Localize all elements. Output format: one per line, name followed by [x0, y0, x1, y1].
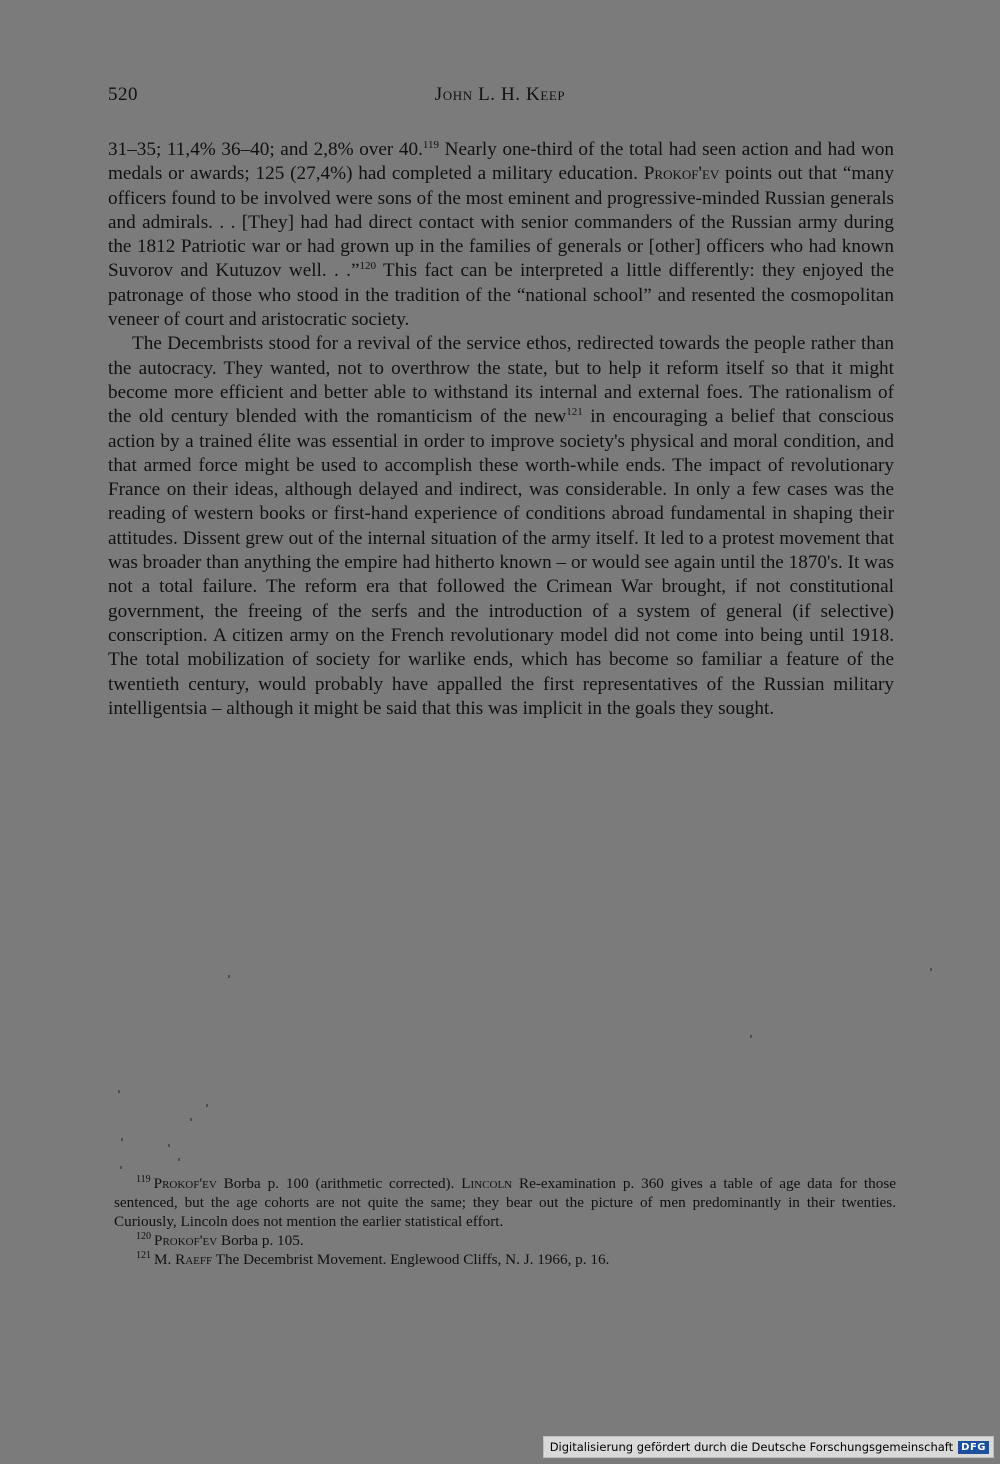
text-run: The Decembrist Movement. Englewood Cliffs, N. J. 1966, p. 16. — [212, 1251, 610, 1268]
footnote-number: 121 — [136, 1250, 151, 1261]
body-text — [108, 138, 894, 721]
text-run: 31–35; 11,4% 36–40; and 2,8% over 40. — [108, 139, 423, 160]
text-run: Borba p. 105. — [217, 1232, 304, 1249]
footnotes — [114, 1174, 896, 1269]
credit-text: Digitalisierung gefördert durch die Deutsche Forschungsgemeinschaft — [549, 1440, 954, 1454]
footnote — [114, 1174, 896, 1231]
text-run: in encouraging a belief that conscious action by a trained élite was essential in order to improve society's physical and moral condition, and that armed force might be used to accomplish these worth-while ends. The impact of revolutionary France on their ideas, although delayed and indirect, was considerable. In only a few cases was the reading of western books or first-hand experience of conditions abroad fundamental in shaping their attitudes. Dissent grew out of the internal situation of the army itself. It led to a protest movement that was broader than anything the empire had hitherto known – or would see again until the 1870's. It was not a total failure. The reform era that followed the Crimean War brought, if not constitutional government, the freeing of the serfs and the introduction of a system of general (if selective) conscription. A citizen army on the French revolutionary model did not come into being until 1918. The total mobilization of society for warlike ends, which has become so familiar a feature of the twentieth century, would probably have appalled the first representatives of the Russian military intelligentsia – although it might be said that this was implicit in the goals they sought. — [108, 406, 894, 719]
text-run: This fact can be interpreted a little differently: they enjoyed the patronage of those who stood in the tradition of the “national school” and resented the cosmopolitan veneer of court and aristocratic society. — [108, 260, 894, 331]
author-name: Lincoln — [461, 1175, 513, 1192]
digitization-credit — [543, 1436, 994, 1458]
text-run: points out that “many officers found to be involved were sons of the most eminent and progressive-minded Russian generals and admirals. . . [They] had had direct contact with senior commanders of the Russian army during the 1812 Patriotic war or had grown up in the families of generals or [other] officers who had known Suvorov and Kutuzov well. . .” — [108, 163, 894, 282]
footnote-ref: 121 — [566, 406, 583, 419]
author-name: Prokof'ev — [153, 1175, 217, 1192]
author-name: Raeff — [175, 1251, 213, 1268]
footnote-number: 119 — [136, 1174, 151, 1185]
footnote-ref: 119 — [422, 139, 439, 151]
footnote-number: 120 — [136, 1231, 151, 1242]
text-run: The Decembrists stood for a revival of the service ethos, redirected towards the people rather than the autocracy. They wanted, not to overthrow the state, but to help it reform itself so that it might become more efficient and better able to withstand its internal and external foes. The rationalism of the old century blended with the romanticism of the new — [108, 333, 894, 428]
text-run: M. — [154, 1251, 176, 1268]
paragraph — [108, 332, 894, 721]
dfg-logo: DFG — [958, 1441, 989, 1454]
running-head: John L. H. Keep — [434, 84, 566, 105]
footnote-ref: 120 — [359, 260, 376, 273]
author-name: Prokof'ev — [154, 1232, 218, 1249]
footnote — [114, 1231, 896, 1250]
footnote — [114, 1250, 896, 1269]
page-number: 520 — [108, 84, 138, 105]
paragraph — [108, 138, 894, 332]
text-run: Nearly one-third of the total had seen action and had won medals or awards; 125 (27,4%) had completed a military education. — [108, 139, 894, 185]
author-name: Prokof'ev — [643, 163, 720, 185]
text-run: Re-examination p. 360 gives a table of age data for those sentenced, but the age cohorts are not quite the same; they bear out the picture of men predominantly in their twenties. Curiously, Lincoln does not mention the earlier statistical effort. — [114, 1175, 896, 1230]
text-run: Borba p. 100 (arithmetic corrected). — [216, 1175, 462, 1192]
